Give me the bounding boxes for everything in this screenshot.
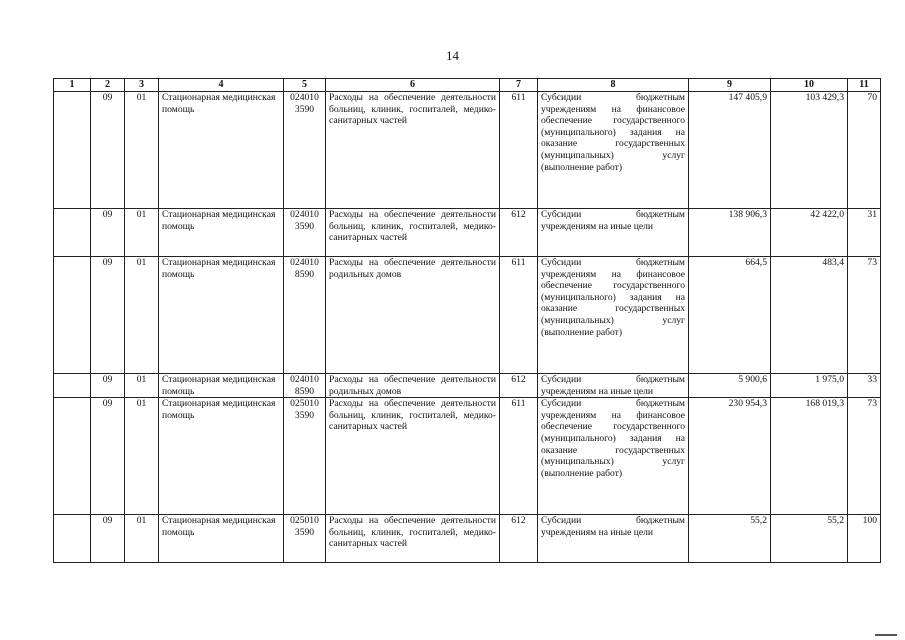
target-code-part2: 3590 [294,220,315,232]
cell-section: 09 [91,257,125,374]
target-code-part2: 8590 [294,268,315,280]
header-col-11: 11 [848,79,881,92]
cell-expense-description: Расходы на обеспечение деятельности родильных домов [326,374,500,398]
table-row [54,92,881,209]
table-row [54,257,881,374]
cell-section: 09 [91,209,125,257]
cell-expense-type-code: 612 [500,515,538,563]
header-col-9: 9 [689,79,771,92]
cell-subsection-name: Стационарная медицинская помощь [159,209,284,257]
cell-section: 09 [91,398,125,515]
header-col-8: 8 [538,79,689,92]
cell-actual-amount: 42 422,0 [771,209,848,257]
cell-percent: 100 [848,515,881,563]
target-code-part1: 025010 [290,515,319,527]
cell-expense-type-name: Субсидии бюджетным учреждениям на иные цели [538,374,689,398]
cell-subsection-name: Стационарная медицинская помощь [159,398,284,515]
cell-subsection: 01 [125,209,159,257]
cell-subsection: 01 [125,257,159,374]
cell-expense-type-code: 611 [500,257,538,374]
cell-actual-amount: 168 019,3 [771,398,848,515]
cell-planned-amount: 138 906,3 [689,209,771,257]
cell-expense-description: Расходы на обеспечение деятельности больниц, клиник, госпиталей, медико-санитарных частей [326,398,500,515]
cell-expense-description: Расходы на обеспечение деятельности больниц, клиник, госпиталей, медико-санитарных частей [326,92,500,209]
cell-col1 [54,209,91,257]
target-code-part2: 8590 [294,385,315,397]
header-col-5: 5 [284,79,326,92]
page-edge-mark [875,634,897,636]
table-row [54,515,881,563]
cell-percent: 31 [848,209,881,257]
cell-target-code [284,257,326,374]
cell-actual-amount: 103 429,3 [771,92,848,209]
target-code-part1: 024010 [290,374,319,385]
cell-planned-amount: 230 954,3 [689,398,771,515]
header-col-2: 2 [91,79,125,92]
cell-percent: 73 [848,398,881,515]
cell-planned-amount: 147 405,9 [689,92,771,209]
cell-planned-amount: 664,5 [689,257,771,374]
cell-expense-type-name: Субсидии бюджетным учреждениям на иные цели [538,515,689,563]
header-row [54,79,881,92]
cell-expense-description: Расходы на обеспечение деятельности родильных домов [326,257,500,374]
cell-col1 [54,515,91,563]
target-code-part2: 3590 [294,103,315,115]
page-number: 14 [446,48,459,63]
cell-expense-type-code: 611 [500,398,538,515]
cell-planned-amount: 5 900,6 [689,374,771,398]
cell-col1 [54,92,91,209]
cell-col1 [54,257,91,374]
cell-subsection-name: Стационарная медицинская помощь [159,515,284,563]
target-code-part1: 024010 [290,92,319,103]
cell-planned-amount: 55,2 [689,515,771,563]
table-row [54,398,881,515]
cell-actual-amount: 1 975,0 [771,374,848,398]
cell-col1 [54,398,91,515]
cell-section: 09 [91,515,125,563]
header-col-3: 3 [125,79,159,92]
cell-target-code [284,515,326,563]
budget-table [53,78,881,563]
cell-subsection: 01 [125,92,159,209]
cell-actual-amount: 483,4 [771,257,848,374]
cell-subsection-name: Стационарная медицинская помощь [159,92,284,209]
cell-subsection: 01 [125,398,159,515]
cell-target-code [284,398,326,515]
cell-expense-type-code: 611 [500,92,538,209]
cell-col1 [54,374,91,398]
cell-target-code [284,374,326,398]
header-col-6: 6 [326,79,500,92]
header-col-1: 1 [54,79,91,92]
cell-percent: 33 [848,374,881,398]
table-row [54,374,881,398]
cell-subsection-name: Стационарная медицинская помощь [159,374,284,398]
cell-expense-type-code: 612 [500,209,538,257]
target-code-part1: 024010 [290,257,319,268]
cell-expense-type-name: Субсидии бюджетным учреждениям на иные цели [538,209,689,257]
cell-subsection: 01 [125,374,159,398]
cell-section: 09 [91,92,125,209]
cell-target-code [284,92,326,209]
cell-percent: 73 [848,257,881,374]
target-code-part2: 3590 [294,526,315,538]
cell-expense-type-name: Субсидии бюджетным учреждениям на финансовое обеспечение государственного (муниципального) задания на оказание государственных (муниципальных) услуг (выполнение работ) [538,92,689,209]
target-code-part1: 024010 [290,209,319,220]
table-row [54,209,881,257]
cell-percent: 70 [848,92,881,209]
cell-expense-type-code: 612 [500,374,538,398]
target-code-part2: 3590 [294,409,315,421]
cell-expense-type-name: Субсидии бюджетным учреждениям на финансовое обеспечение государственного (муниципального) задания на оказание государственных (муниципальных) услуг (выполнение работ) [538,398,689,515]
cell-actual-amount: 55,2 [771,515,848,563]
cell-expense-description: Расходы на обеспечение деятельности больниц, клиник, госпиталей, медико-санитарных частей [326,515,500,563]
cell-expense-description: Расходы на обеспечение деятельности больниц, клиник, госпиталей, медико-санитарных частей [326,209,500,257]
cell-section: 09 [91,374,125,398]
header-col-7: 7 [500,79,538,92]
cell-subsection-name: Стационарная медицинская помощь [159,257,284,374]
cell-target-code [284,209,326,257]
header-col-4: 4 [159,79,284,92]
header-col-10: 10 [771,79,848,92]
target-code-part1: 025010 [290,398,319,410]
cell-expense-type-name: Субсидии бюджетным учреждениям на финансовое обеспечение государственного (муниципального) задания на оказание государственных (муниципальных) услуг (выполнение работ) [538,257,689,374]
cell-subsection: 01 [125,515,159,563]
